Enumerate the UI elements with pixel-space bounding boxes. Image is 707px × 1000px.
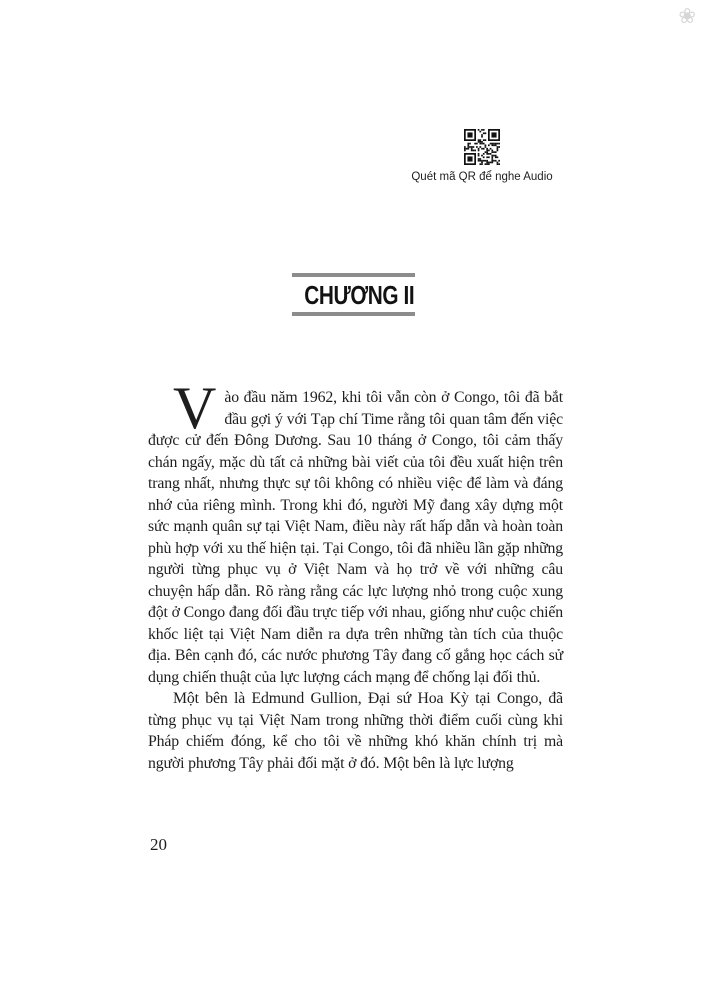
page-number: 20 [150, 835, 167, 854]
paragraph [148, 688, 563, 774]
qr-code [464, 129, 500, 165]
chapter-title: CHƯƠNG II [304, 280, 415, 310]
chapter-heading [292, 273, 415, 316]
qr-audio-block [412, 129, 552, 184]
paragraph-text: Một bên là Edmund Gullion, Đại sứ Hoa Kỳ tại Congo, đã từng phục vụ tại Việt Nam trong những thời điểm cuối cùng khi Pháp chiếm đóng, kể cho tôi về những khó khăn chính trị mà người phương Tây phải đối mặt ở đó. Một bên là lực lượng [148, 690, 563, 772]
dropcap: V [173, 375, 217, 441]
flower-ornament-icon: ❀ [678, 4, 696, 28]
paragraph-text: ào đầu năm 1962, khi tôi vẫn còn ở Congo, tôi đã bắt đầu gợi ý với Tạp chí Time rằng tôi quan tâm đến việc được cử đến Đông Dương. Sau 10 tháng ở Congo, tôi cảm thấy chán ngấy, mặc dù tất cả những bài viết của tôi đều xuất hiện trên trang nhất, nhưng thực sự tôi không có nhiều việc để làm và đáng nhớ của riêng mình. Trong khi đó, người Mỹ đang xây dựng một sức mạnh quân sự tại Việt Nam, điều này rất hấp dẫn và hoàn toàn phù hợp với xu thế hiện tại. Tại Congo, tôi đã nhiều lần gặp những người từng phục vụ ở Việt Nam và họ trở về với những câu chuyện hấp dẫn. Rõ ràng rằng các lực lượng nhỏ trong cuộc xung đột ở Congo đang đối đầu trực tiếp với nhau, giống như cuộc chiến khốc liệt tại Việt Nam diễn ra dựa trên những tàn tích của thuộc địa. Bên cạnh đó, các nước phương Tây đang cố gắng học cách sử dụng chiến thuật của lực lượng cách mạng để chống lại đối thủ. [148, 389, 563, 686]
paragraph [148, 375, 563, 688]
qr-caption: Quét mã QR để nghe Audio [411, 171, 553, 183]
body-text [148, 375, 563, 774]
